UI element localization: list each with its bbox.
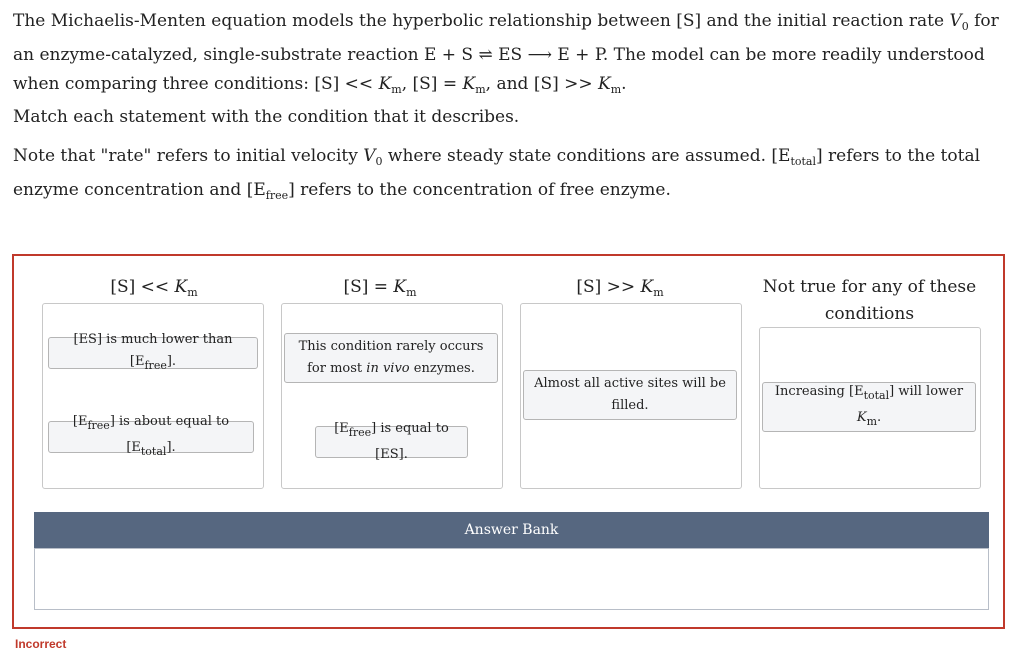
answer-card-rarely-occurs[interactable]: This condition rarely occurs for most in vivo enzymes. xyxy=(284,333,498,383)
column-heading-s-greater-km: $[S] >> K_m$ xyxy=(576,277,664,299)
drop-zone-s-greater-km[interactable] xyxy=(520,303,742,489)
answer-bank-header: Answer Bank xyxy=(34,512,989,548)
equilibrium-arrow-icon: ⇌ xyxy=(478,45,493,65)
column-heading-s-less-km: $[S] << K_m$ xyxy=(110,277,198,299)
answer-card-es-lower[interactable]: [ES] is much lower than $[E_{free}]$. xyxy=(48,337,258,369)
instruction-text: Match each statement with the condition that it describes. xyxy=(13,107,520,127)
drop-zone-s-less-km[interactable] xyxy=(42,303,264,489)
matching-panel xyxy=(12,254,1005,629)
column-heading-s-equal-km: $[S] = K_m$ xyxy=(343,277,417,299)
forward-arrow-icon: ⟶ xyxy=(527,45,552,65)
answer-card-lower-km[interactable]: Increasing $[E_{total}]$ will lower $K_m$. xyxy=(762,382,976,432)
note-text: Note that "rate" refers to initial velocity $V_0$ where steady state conditions are assumed. $[E_{total}]$ refers to the total enzyme concentration and $[E_{free}]$ refers to the concentration of free enzyme. xyxy=(13,146,981,202)
answer-card-efree-es[interactable]: $[E_{free}]$ is equal to [ES]. xyxy=(315,426,468,458)
status-label: Incorrect xyxy=(15,637,67,651)
answer-card-sites-filled[interactable]: Almost all active sites will be filled. xyxy=(523,370,737,420)
answer-card-efree-etotal[interactable]: $[E_{free}]$ is about equal to $[E_{total}]$. xyxy=(48,421,254,453)
drop-zone-not-true[interactable] xyxy=(759,327,981,489)
drop-zone-s-equal-km[interactable] xyxy=(281,303,503,489)
column-heading-not-true: Not true for any of these conditions xyxy=(762,277,977,324)
question-intro: The Michaelis-Menten equation models the hyperbolic relationship between [S] and the initial reaction rate $V_0$ for an enzyme-catalyzed, single-substrate reaction E + S ⇌ ES ⟶ E + P. The model can be more readily understood when comparing three conditions: $[S] << K_m$, $[S] = K_m$, and $[S] >> K_m$. xyxy=(13,11,999,96)
answer-bank-area[interactable] xyxy=(34,548,989,610)
